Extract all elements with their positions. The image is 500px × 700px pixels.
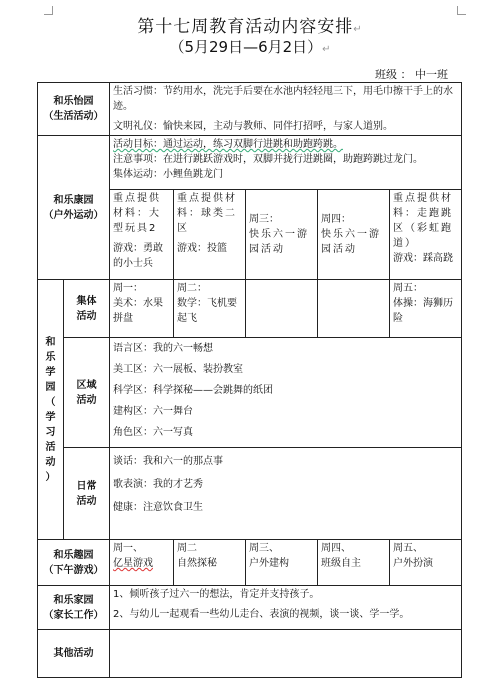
outdoor-general — [110, 136, 462, 190]
outdoor-day-4 — [318, 190, 390, 280]
collective-day-5-activity: 体操：海狮历险 — [393, 298, 453, 324]
row-parents — [38, 586, 462, 630]
area-item: 角色区：六一写真 — [113, 427, 193, 438]
section-home-label — [38, 586, 110, 630]
section-other-label — [38, 630, 110, 678]
outdoor-day-4-activity: 快乐六一游园活动 — [321, 229, 381, 255]
home-item-2: 2、与幼儿一起观看一些幼儿走台、表演的视频，谈一谈、学一学。 — [113, 609, 410, 620]
outdoor-day-5-game: 游戏：踩高跷 — [393, 253, 453, 264]
paragraph-mark-icon: ↵ — [322, 44, 331, 55]
outdoor-day-5-material: 重点提供材料：走跑跳区（彩虹跑道） — [393, 193, 453, 249]
area-label — [64, 338, 110, 448]
fun-day-4-activity: 班级自主 — [321, 558, 361, 569]
section-life-name: 和乐怡园 — [53, 96, 94, 107]
outdoor-day-1 — [110, 190, 174, 280]
row-life — [38, 83, 462, 136]
fun-day-4-label: 周四、 — [321, 543, 351, 554]
vertical-char: 学 — [45, 411, 56, 423]
row-other — [38, 630, 462, 678]
row-study-daily — [38, 448, 462, 540]
outdoor-day-1-material: 重点提供材料：大型玩具2 — [113, 193, 161, 234]
fun-day-2-label: 周二 — [177, 543, 197, 554]
daily-label — [64, 448, 110, 540]
area-item: 建构区：六一舞台 — [113, 406, 193, 417]
fun-day-3-label: 周三、 — [249, 543, 279, 554]
fun-day-2-activity: 自然探秘 — [177, 558, 217, 569]
section-outdoor-name: 和乐康园 — [53, 194, 94, 206]
section-fun-sub: （下午游戏） — [43, 564, 104, 576]
outdoor-day-2 — [174, 190, 246, 280]
section-study-label — [38, 280, 64, 540]
daily-item: 谈话：我和六一的那点事 — [113, 456, 223, 467]
document-title — [0, 12, 500, 37]
area-item: 科学区：科学探秘——会跳舞的纸团 — [113, 385, 273, 396]
section-outdoor-label — [38, 136, 110, 280]
outdoor-day-1-game: 游戏：勇敢的小士兵 — [113, 243, 163, 269]
area-item: 语言区：我的六一畅想 — [113, 343, 213, 354]
fun-day-2 — [174, 540, 246, 586]
collective-label-1: 集体 — [76, 295, 97, 307]
vertical-char: 乐 — [45, 351, 56, 363]
collective-day-4 — [318, 280, 390, 338]
outdoor-note: 注意事项：在进行跳跃游戏时，双脚并拢行进跳圈，助跑跨跳过龙门。 — [113, 154, 423, 165]
daily-label-2: 活动 — [76, 495, 97, 507]
subtitle-text: （5月29日—6月2日） — [169, 38, 323, 56]
outdoor-day-2-material: 重点提供材料：球类二区 — [177, 193, 237, 234]
outdoor-day-3 — [246, 190, 318, 280]
section-fun-name: 和乐趣园 — [53, 549, 94, 561]
other-content — [110, 630, 462, 678]
vertical-char: ） — [45, 471, 56, 483]
class-name: 班级 ： 中一班 — [375, 68, 448, 81]
collective-day-3 — [246, 280, 318, 338]
outdoor-group-activity: 集体运动：小鲤鱼跳龙门 — [113, 169, 223, 180]
daily-content — [110, 448, 462, 540]
area-item: 美工区：六一展板、装扮教室 — [113, 364, 243, 375]
home-item-1: 1、倾听孩子过六一的想法，肯定并支持孩子。 — [113, 589, 320, 600]
outdoor-day-3-label: 周三： — [249, 214, 279, 225]
fun-day-1-label: 周一、 — [113, 543, 143, 554]
collective-day-2-activity: 数学：飞机要起飞 — [177, 298, 237, 324]
section-home-sub: （家长工作） — [43, 609, 104, 621]
section-other-name: 其他活动 — [53, 648, 94, 659]
vertical-char: 活 — [45, 441, 56, 453]
row-study-collective — [38, 280, 462, 338]
daily-item: 健康：注意饮食卫生 — [113, 502, 203, 513]
life-etiquette: 文明礼仪：愉快来园，主动与教师、同伴打招呼，与家人道别。 — [113, 121, 393, 132]
fun-day-4 — [318, 540, 390, 586]
fun-day-5-activity: 户外扮演 — [393, 558, 433, 569]
document-subtitle — [0, 36, 500, 57]
section-home-name: 和乐家园 — [53, 594, 94, 606]
daily-item: 歌表演：我的才艺秀 — [113, 479, 203, 490]
row-afternoon-games — [38, 540, 462, 586]
title-text: 第十七周教育活动内容安排 — [137, 17, 354, 37]
collective-label — [64, 280, 110, 338]
home-content — [110, 586, 462, 630]
collective-day-1-label: 周一： — [113, 283, 143, 294]
vertical-char: 学 — [45, 366, 56, 378]
vertical-char: 和 — [45, 336, 56, 348]
fun-day-1-activity: 亿星游戏 — [113, 558, 153, 569]
collective-day-1 — [110, 280, 174, 338]
vertical-char: （ — [45, 396, 56, 408]
area-label-1: 区域 — [76, 379, 97, 391]
row-study-area — [38, 338, 462, 448]
vertical-char: 园 — [45, 381, 56, 393]
outdoor-goal: 活动目标：通过运动，练习双脚行进跳和助跑跨跳。 — [113, 139, 343, 150]
row-outdoor-general — [38, 136, 462, 190]
outdoor-day-2-game: 游戏：投篮 — [177, 243, 227, 254]
outdoor-day-5 — [390, 190, 462, 280]
paragraph-mark-icon: ↵ — [353, 24, 363, 35]
collective-day-2 — [174, 280, 246, 338]
life-habit: 生活习惯：节约用水，洗完手后要在水池内轻轻甩三下，用毛巾擦干手上的水迹。 — [113, 86, 453, 112]
collective-day-5-label: 周五： — [393, 283, 423, 294]
collective-day-1-activity: 美术：水果拼盘 — [113, 298, 163, 324]
schedule-table — [37, 82, 462, 678]
collective-label-2: 活动 — [76, 310, 97, 322]
outdoor-day-3-activity: 快乐六一游园活动 — [249, 229, 309, 255]
vertical-char: 习 — [45, 426, 56, 438]
area-label-2: 活动 — [76, 394, 97, 406]
collective-day-5 — [390, 280, 462, 338]
fun-day-5 — [390, 540, 462, 586]
section-fun-label — [38, 540, 110, 586]
fun-day-3-activity: 户外建构 — [249, 558, 289, 569]
daily-label-1: 日常 — [76, 480, 97, 492]
outdoor-day-4-label: 周四： — [321, 214, 351, 225]
life-content — [110, 83, 462, 136]
section-life-sub: （生活活动） — [43, 111, 104, 122]
fun-day-5-label: 周五、 — [393, 543, 423, 554]
fun-day-3 — [246, 540, 318, 586]
section-outdoor-sub: （户外运动） — [43, 209, 104, 221]
area-content — [110, 338, 462, 448]
collective-day-2-label: 周二： — [177, 283, 207, 294]
fun-day-1 — [110, 540, 174, 586]
vertical-char: 动 — [45, 456, 56, 468]
section-life-label — [38, 83, 110, 136]
